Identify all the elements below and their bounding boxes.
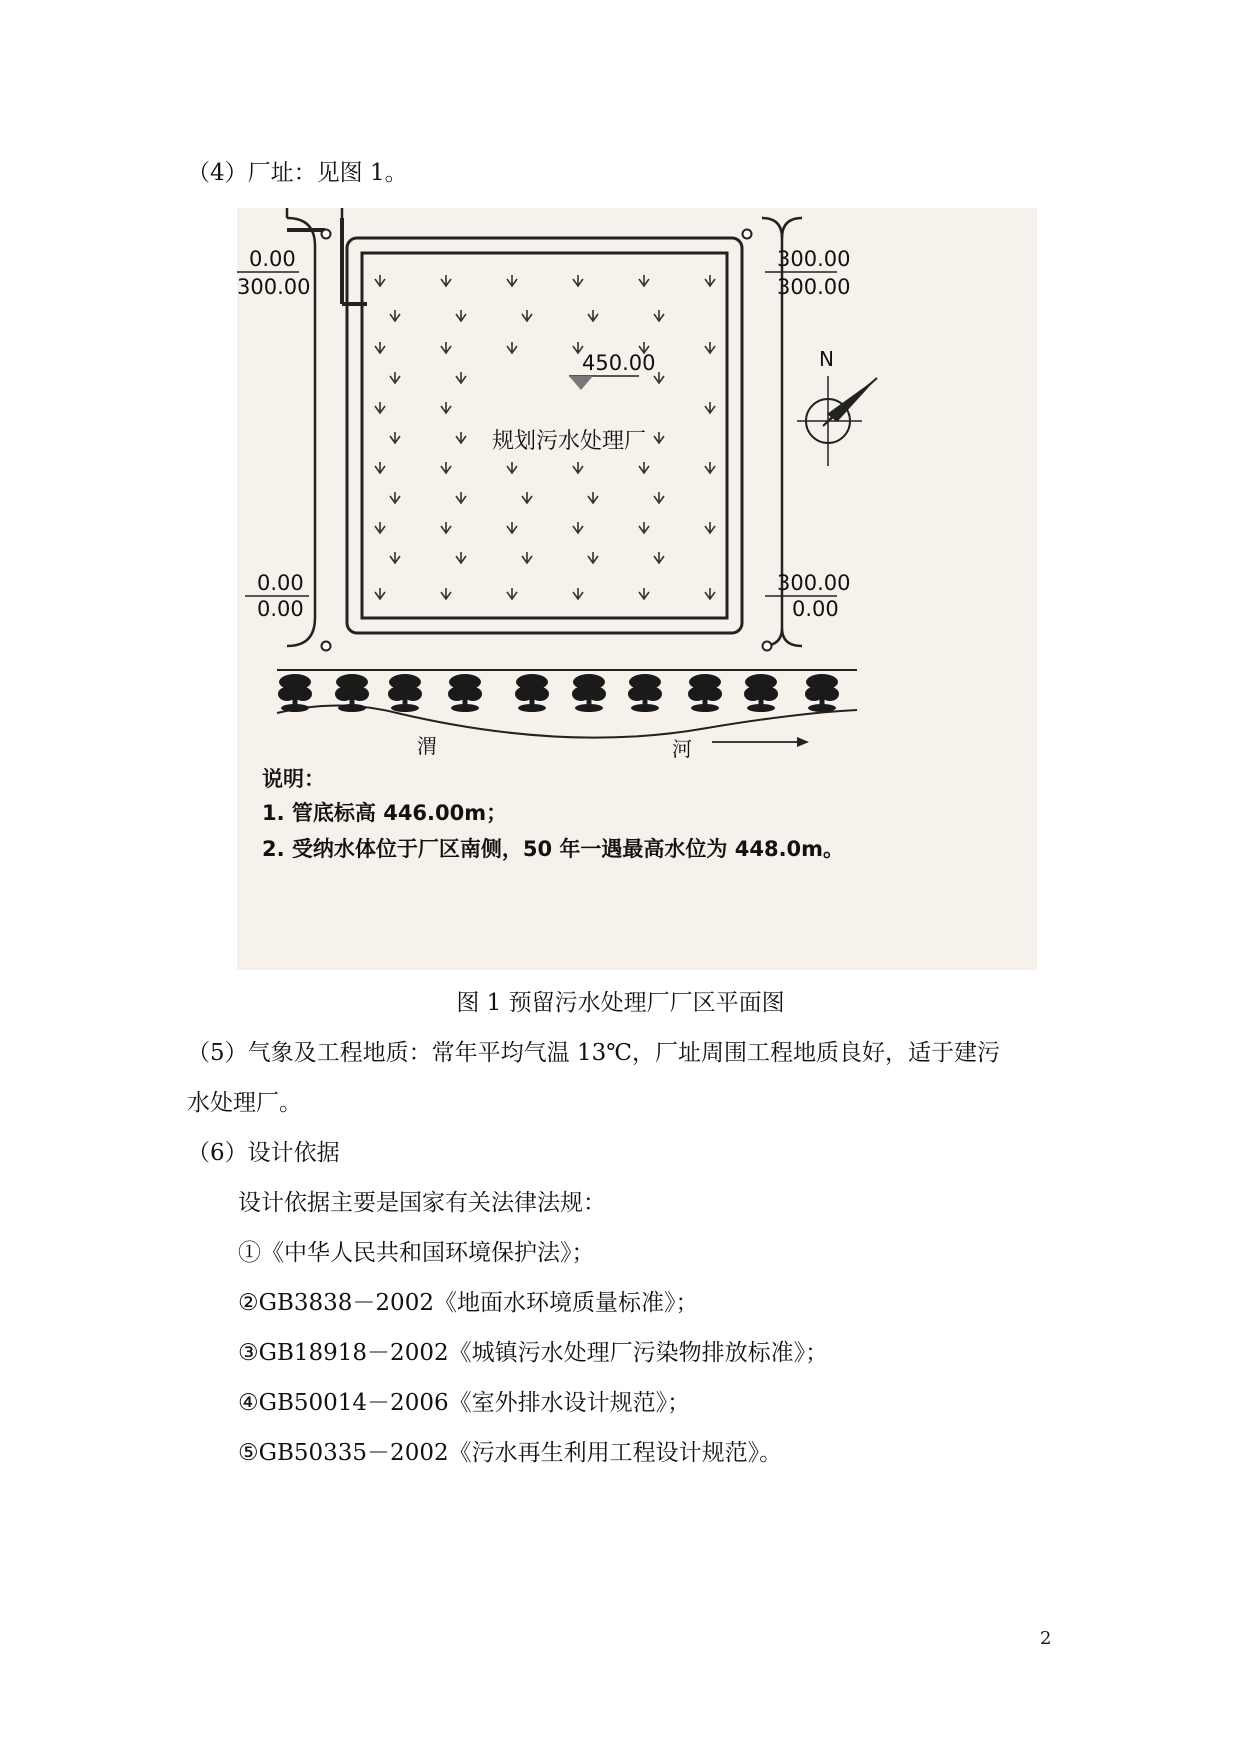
slope-arrow-icon [507,588,517,599]
slope-arrow-icon [588,552,598,563]
section-5-line-1: （5）气象及工程地质：常年平均气温 13℃，厂址周围工程地质良好，适于建污 [187,1040,1000,1066]
slope-arrow-icon [375,522,385,533]
site-plan-diagram [237,208,1037,970]
basis-item: ①《中华人民共和国环境保护法》； [238,1240,595,1266]
elevation-marker-icon [569,376,593,390]
slope-arrow-icon [522,310,532,321]
section-6-heading: （6）设计依据 [187,1140,340,1166]
slope-arrow-icon [375,588,385,599]
slope-arrow-icon [456,310,466,321]
slope-arrow-icon [654,552,664,563]
slope-arrow-icon [375,402,385,413]
elev-center: 450.00 [582,351,656,375]
manhole-tl [322,230,331,239]
roads [287,208,802,646]
slope-arrow-icon [390,492,400,503]
elev-bl-bottom: 0.00 [257,597,304,621]
tree-icon [515,674,549,712]
north-label: N [819,347,834,371]
section-4-heading: （4）厂址：见图 1。 [187,160,408,186]
slope-arrow-icon [705,402,715,413]
slope-arrow-icon [456,492,466,503]
river-char-2: 河 [672,737,692,761]
slope-arrow-icon [507,342,517,353]
tree-icon [628,674,662,712]
tree-icon [688,674,722,712]
slope-arrow-icon [441,402,451,413]
basis-item: ②GB3838－2002《地面水环境质量标准》； [238,1290,699,1316]
elev-tl-top: 0.00 [249,247,296,271]
slope-arrow-icon [507,275,517,286]
basis-item: ③GB18918－2002《城镇污水处理厂污染物排放标准》； [238,1340,829,1366]
slope-arrow-icon [456,552,466,563]
tree-icon [744,674,778,712]
slope-arrow-icon [390,310,400,321]
site-plan-figure [237,208,1037,970]
slope-arrow-icon [441,462,451,473]
river-char-1: 渭 [417,734,437,758]
slope-arrow-icon [522,552,532,563]
slope-arrow-icon [522,492,532,503]
elev-tl-bottom: 300.00 [237,275,311,299]
note-2: 2. 受纳水体位于厂区南侧，50 年一遇最高水位为 448.0m。 [262,837,845,861]
plant-label: 规划污水处理厂 [492,429,647,454]
page-number: 2 [1040,1628,1052,1649]
slope-arrow-icon [654,492,664,503]
note-1: 1. 管底标高 446.00m； [262,801,508,825]
slope-arrow-icon [705,588,715,599]
elev-bl-top: 0.00 [257,571,304,595]
tree-row [278,674,839,712]
slope-arrow-icon [705,462,715,473]
manhole-tr [743,230,752,239]
slope-arrow-icon [588,492,598,503]
notes-title: 说明： [262,767,325,791]
slope-arrow-icon [639,462,649,473]
slope-arrow-icon [639,522,649,533]
flow-arrow-icon [712,737,809,747]
elev-br-bottom: 0.00 [792,597,839,621]
basis-intro: 设计依据主要是国家有关法律法规： [238,1190,606,1216]
basis-item: ④GB50014－2006《室外排水设计规范》； [238,1390,691,1416]
slope-arrow-icon [441,588,451,599]
slope-arrow-icon [441,522,451,533]
tree-icon [278,674,312,712]
slope-arrow-icon [654,310,664,321]
slope-arrow-icon [507,522,517,533]
slope-arrow-icon [573,588,583,599]
tree-icon [448,674,482,712]
slope-arrow-icon [573,522,583,533]
slope-arrow-icon [456,372,466,383]
north-arrow-icon [797,347,877,466]
figure-caption: 图 1 预留污水处理厂厂区平面图 [456,990,785,1016]
manhole-br [763,642,772,651]
tree-icon [335,674,369,712]
slope-arrow-icon [705,275,715,286]
slope-arrow-icon [705,342,715,353]
slope-arrow-icon [654,432,664,443]
slope-arrow-icon [588,310,598,321]
elev-tr-top: 300.00 [777,247,851,271]
basis-item: ⑤GB50335－2002《污水再生利用工程设计规范》。 [238,1440,783,1466]
tree-icon [805,674,839,712]
slope-arrow-icon [654,372,664,383]
slope-arrow-icon [705,522,715,533]
slope-arrow-icon [390,432,400,443]
elev-tr-bottom: 300.00 [777,275,851,299]
elev-br-top: 300.00 [777,571,851,595]
slope-arrow-icon [456,432,466,443]
slope-arrow-icon [375,275,385,286]
slope-arrow-icon [639,275,649,286]
manhole-bl [322,642,331,651]
slope-arrow-icon [573,275,583,286]
slope-arrow-icon [375,342,385,353]
section-5-line-2: 水处理厂。 [187,1090,302,1116]
slope-arrow-icon [441,342,451,353]
slope-arrow-icon [375,462,385,473]
slope-arrow-icon [573,462,583,473]
slope-arrow-icon [390,372,400,383]
tree-icon [572,674,606,712]
tree-icon [388,674,422,712]
slope-arrow-icon [390,552,400,563]
slope-arrow-icon [507,462,517,473]
slope-arrow-icon [639,588,649,599]
slope-arrow-icon [441,275,451,286]
